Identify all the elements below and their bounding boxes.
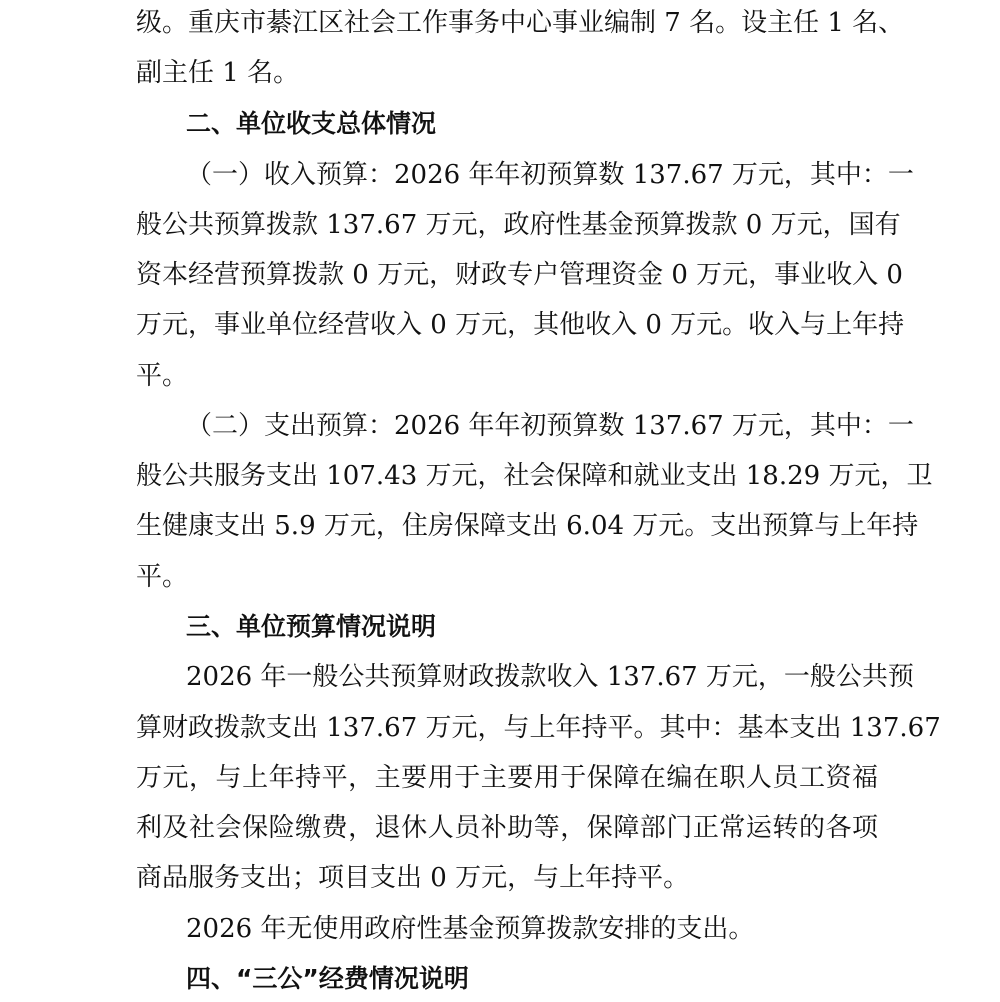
paragraph-line: 副主任 1 名。 — [136, 58, 300, 88]
paragraph-line: 资本经营预算拨款 0 万元，财政专户管理资金 0 万元，事业收入 0 — [136, 260, 903, 290]
paragraph-line: （一）收入预算：2026 年年初预算数 137.67 万元，其中：一 — [186, 160, 914, 190]
paragraph-line: 般公共预算拨款 137.67 万元，政府性基金预算拨款 0 万元，国有 — [136, 210, 901, 240]
paragraph-line: 利及社会保险缴费，退休人员补助等，保障部门正常运转的各项 — [136, 813, 878, 843]
paragraph-line: （二）支出预算：2026 年年初预算数 137.67 万元，其中：一 — [186, 411, 914, 441]
section-heading: 四、“三公”经费情况说明 — [186, 964, 469, 993]
paragraph-line: 万元，事业单位经营收入 0 万元，其他收入 0 万元。收入与上年持 — [136, 310, 905, 340]
paragraph-line: 平。 — [136, 562, 189, 592]
paragraph-line: 万元，与上年持平，主要用于主要用于保障在编在职人员工资福 — [136, 763, 878, 793]
paragraph-line: 商品服务支出；项目支出 0 万元，与上年持平。 — [136, 863, 690, 893]
paragraph-line: 算财政拨款支出 137.67 万元，与上年持平。其中：基本支出 137.67 — [136, 713, 941, 743]
paragraph-line: 生健康支出 5.9 万元，住房保障支出 6.04 万元。支出预算与上年持 — [136, 511, 919, 541]
section-heading: 三、单位预算情况说明 — [186, 612, 437, 641]
paragraph-line: 2026 年无使用政府性基金预算拨款安排的支出。 — [186, 914, 755, 944]
paragraph-line: 般公共服务支出 107.43 万元，社会保障和就业支出 18.29 万元，卫 — [136, 461, 933, 491]
paragraph-line: 级。重庆市綦江区社会工作事务中心事业编制 7 名。设主任 1 名、 — [136, 8, 905, 38]
section-heading: 二、单位收支总体情况 — [186, 109, 437, 138]
paragraph-line: 平。 — [136, 361, 189, 391]
paragraph-line: 2026 年一般公共预算财政拨款收入 137.67 万元，一般公共预 — [186, 662, 914, 692]
